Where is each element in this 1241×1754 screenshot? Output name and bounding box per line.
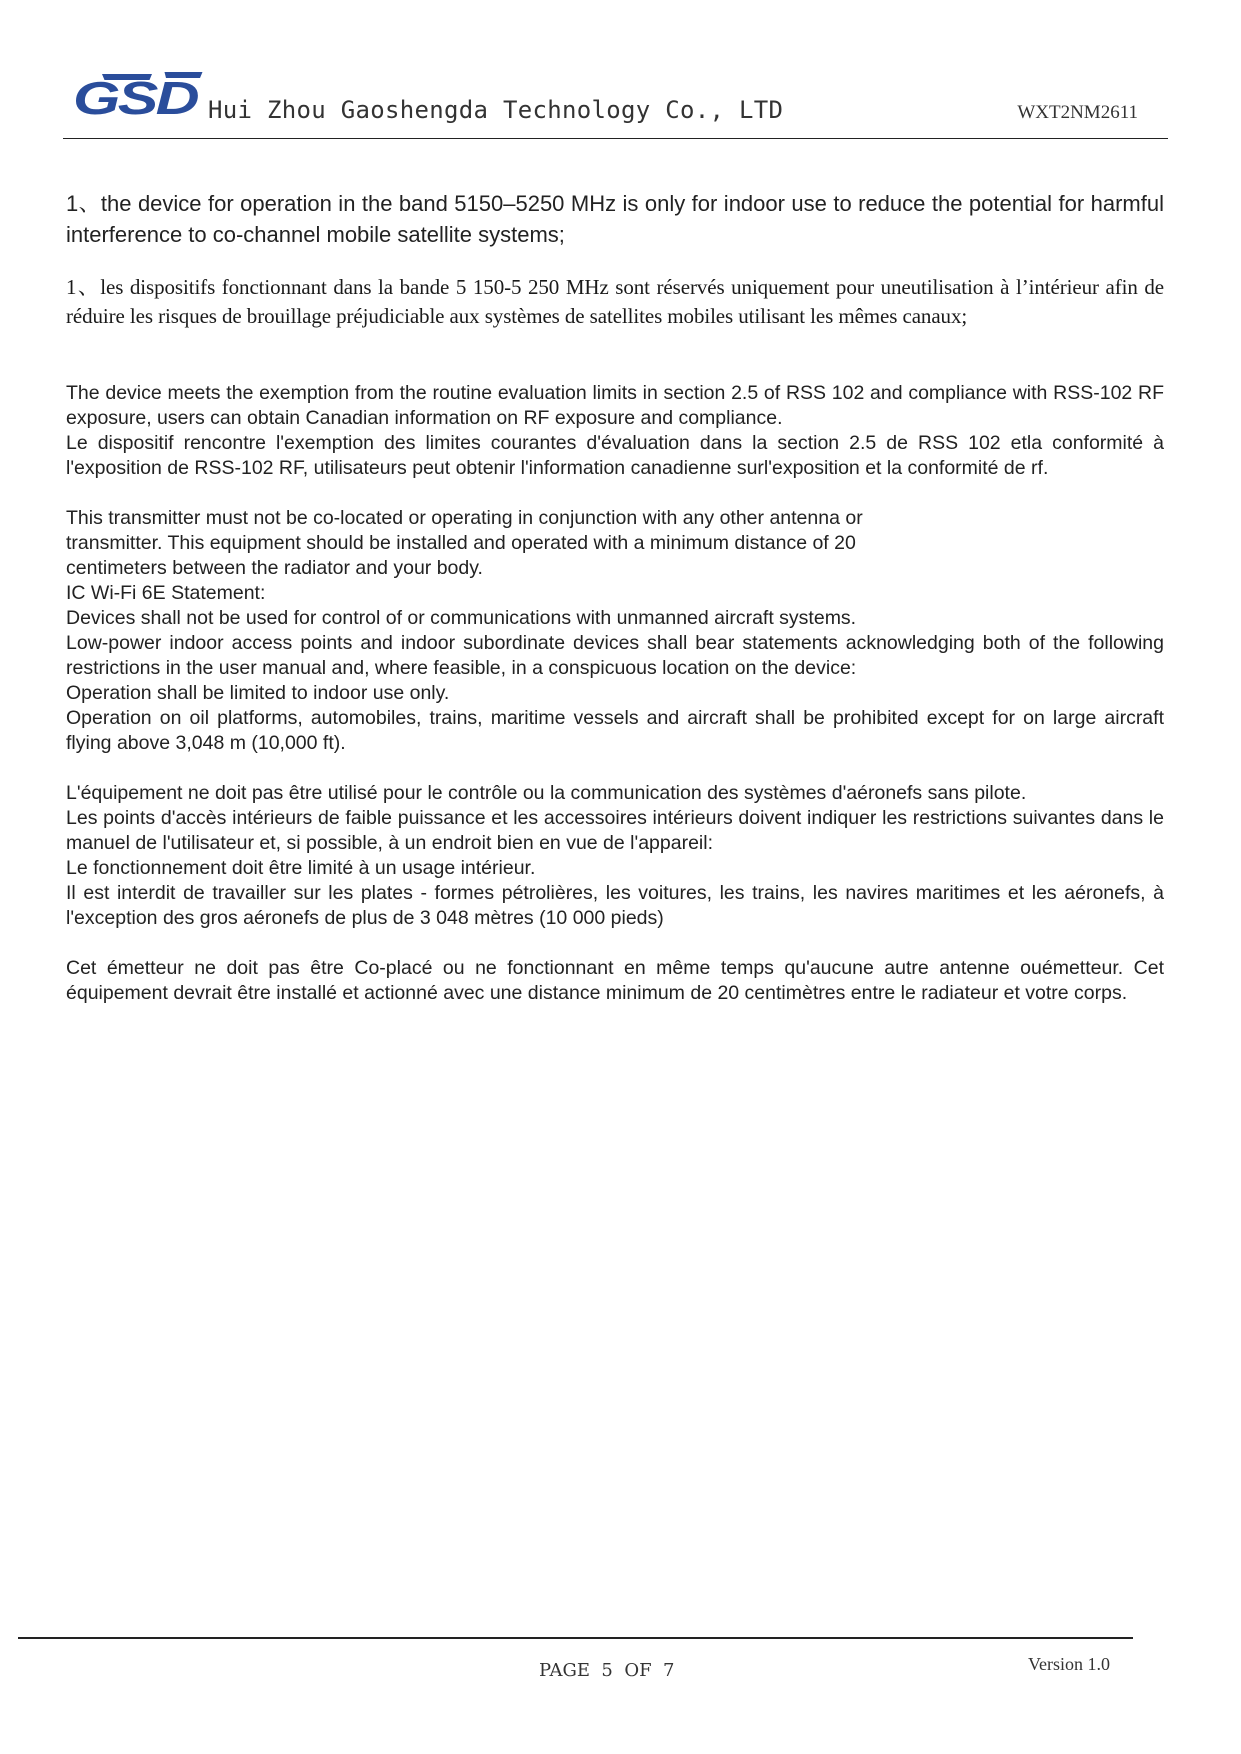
oil-platform-statement: Operation on oil platforms, automobiles, trains, maritime vessels and aircraft shall be prohibited except for on large aircraft flying above 3,048 m (10,000 ft). bbox=[66, 707, 1164, 754]
header-divider bbox=[63, 138, 1168, 139]
page-number: PAGE 5 OF 7 bbox=[539, 1660, 675, 1681]
page-header bbox=[63, 62, 1168, 140]
oil-platform-statement-french: Il est interdit de travailler sur les plates - formes pétrolières, les voitures, les trains, les navires maritimes et les aéronefs, à l'exception des gros aéronefs de plus de 3 048 mètres (10 000 pieds) bbox=[66, 882, 1164, 929]
low-power-access-statement-french: Les points d'accès intérieurs de faible puissance et les accessoires intérieurs doivent indiquer les restrictions suivantes dans le manuel de l'utilisateur et, si possible, à un endroit bien en vue de l'appareil: bbox=[66, 807, 1164, 854]
document-id: WXT2NM2611 bbox=[1017, 102, 1138, 123]
unmanned-aircraft-statement-french: L'équipement ne doit pas être utilisé pour le contrôle ou la communication des systèmes d'aéronefs sans pilote. bbox=[66, 782, 1027, 804]
transmitter-statement-line-1: This transmitter must not be co-located or operating in conjunction with any other antenna or bbox=[66, 507, 863, 529]
logo-text: GSD bbox=[73, 72, 199, 120]
rss-exemption-french: Le dispositif rencontre l'exemption des limites courantes d'évaluation dans la section 2.5 de RSS 102 etla conformité à l'exposition de RSS-102 RF, utilisateurs peut obtenir l'information canadienne surl'exposition et la conformité de rf. bbox=[66, 432, 1164, 479]
transmitter-statement-line-3: centimeters between the radiator and your body. bbox=[66, 557, 483, 579]
low-power-access-statement: Low-power indoor access points and indoor subordinate devices shall bear statements acknowledging both of the following restrictions in the user manual and, where feasible, in a conspicuous location on the device: bbox=[66, 632, 1164, 679]
transmitter-statement-line-2: transmitter. This equipment should be installed and operated with a minimum distance of 20 bbox=[66, 532, 856, 554]
indoor-use-statement: Operation shall be limited to indoor use only. bbox=[66, 682, 450, 704]
indoor-use-statement-french: Le fonctionnement doit être limité à un usage intérieur. bbox=[66, 857, 536, 879]
band-restriction-french: 1、les dispositifs fonctionnant dans la bande 5 150-5 250 MHz sont réservés uniquement pour uneutilisation à l’intérieur afin de réduire les risques de brouillage préjudiciable aux systèmes de satellites mobiles utilisant les mêmes canaux; bbox=[66, 275, 1164, 328]
rss-exemption-english: The device meets the exemption from the routine evaluation limits in section 2.5 of RSS 102 and compliance with RSS-102 RF exposure, users can obtain Canadian information on RF exposure and compliance. bbox=[66, 382, 1164, 429]
page-content bbox=[66, 188, 1164, 1006]
unmanned-aircraft-statement: Devices shall not be used for control of or communications with unmanned aircraft systems. bbox=[66, 607, 857, 629]
band-restriction-english: 1、the device for operation in the band 5150–5250 MHz is only for indoor use to reduce the potential for harmful interference to co-channel mobile satellite systems; bbox=[66, 191, 1164, 247]
company-name: Hui Zhou Gaoshengda Technology Co., LTD bbox=[208, 96, 784, 124]
transmitter-statement-french: Cet émetteur ne doit pas être Co-placé ou ne fonctionnant en même temps qu'aucune autre antenne ouémetteur. Cet équipement devrait être installé et actionné avec une distance minimum de 20 centimètres entre le radiateur et votre corps. bbox=[66, 957, 1164, 1004]
footer-divider bbox=[18, 1637, 1133, 1639]
wifi6e-statement-heading: IC Wi-Fi 6E Statement: bbox=[66, 582, 266, 604]
version-label: Version 1.0 bbox=[1028, 1654, 1110, 1674]
gsd-logo bbox=[73, 70, 203, 120]
